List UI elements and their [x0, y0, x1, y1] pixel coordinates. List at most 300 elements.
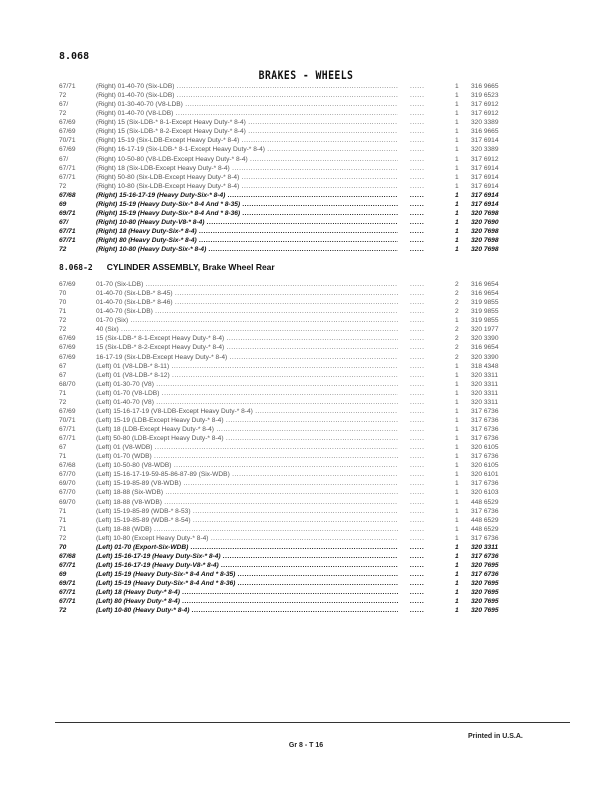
year: 67/71	[59, 561, 76, 569]
part-number: 320 7695	[471, 589, 499, 597]
list-item	[59, 164, 579, 173]
description: (Left) 15-16-17-19 (Heavy Duty-V8-* 8-4) .....	[96, 561, 398, 570]
quantity: 1	[455, 543, 459, 551]
part-number: 320 7695	[471, 607, 499, 615]
quantity: 1	[455, 83, 459, 90]
leader: ......	[410, 426, 425, 433]
year: 69/70	[59, 498, 76, 506]
description: (Right) 50-80 (Six-LDB-Except Heavy Duty-* 8-4) .....	[96, 173, 398, 182]
part-number: 320 3390	[471, 353, 499, 361]
description: (Left) 01-70 (WDB) .....	[96, 452, 398, 461]
description: (Left) 01-70 (V8-LDB) .....	[96, 389, 398, 398]
year: 72	[59, 110, 67, 118]
part-number: 317 6912	[471, 101, 499, 109]
quantity: 1	[455, 489, 459, 497]
page-title: BRAKES - WHEELS	[258, 68, 354, 82]
part-number: 448 6529	[471, 525, 499, 533]
year: 67/69	[59, 335, 76, 343]
year: 67/71	[59, 173, 76, 181]
leader: ......	[410, 580, 425, 588]
quantity: 1	[455, 182, 459, 190]
leader: ......	[410, 471, 425, 479]
list-item	[59, 606, 579, 615]
year: 68/70	[59, 380, 76, 388]
description: (Left) 15-19 (Heavy Duty-Six-* 8-4 And * 8-35) .....	[96, 570, 398, 579]
quantity: 1	[455, 426, 459, 433]
list-item	[59, 479, 579, 488]
leader: ......	[410, 607, 425, 615]
description: (Right) 15-19 (Heavy Duty-Six-* 8-4 And * 8-35) .....	[96, 200, 398, 209]
part-number: 317 6736	[471, 571, 499, 578]
list-item	[59, 561, 579, 570]
part-number: 320 3311	[471, 380, 499, 388]
list-item	[59, 516, 579, 525]
description: (Right) 15-16-17-19 (Heavy Duty-Six-* 8-4) .....	[96, 191, 398, 200]
part-number: 320 1977	[471, 326, 499, 334]
list-item	[59, 588, 579, 597]
description: (Right) 01-40-70 (Six-LDB) .....	[96, 91, 398, 100]
quantity: 1	[455, 209, 459, 217]
year: 67/	[59, 101, 69, 109]
list-item	[59, 307, 579, 316]
year: 67/68	[59, 462, 76, 470]
list-item	[59, 461, 579, 470]
part-number: 317 6912	[471, 110, 499, 118]
part-number: 320 6105	[471, 462, 499, 470]
year: 72	[59, 534, 67, 542]
year: 67/68	[59, 552, 76, 560]
leader: ......	[410, 398, 425, 406]
part-number: 317 6912	[471, 155, 499, 163]
quantity: 2	[455, 281, 459, 288]
leader: ......	[410, 552, 425, 560]
quantity: 1	[455, 155, 459, 163]
year: 69	[59, 200, 67, 208]
description: (Left) 18 (Heavy Duty-* 8-4) .....	[96, 588, 398, 597]
leader: ......	[410, 335, 425, 343]
leader: ......	[410, 83, 425, 90]
list-item	[59, 343, 579, 352]
list-item	[59, 136, 579, 145]
leader: ......	[410, 589, 425, 597]
part-number: 320 6103	[471, 489, 499, 497]
section-heading	[59, 262, 275, 272]
quantity: 1	[455, 362, 459, 370]
leader: ......	[410, 407, 425, 415]
description: (Right) 80 (Heavy Duty-Six-* 8-4) .....	[96, 236, 398, 245]
part-number: 320 7695	[471, 598, 499, 606]
leader: ......	[410, 371, 425, 379]
year: 67/71	[59, 164, 76, 172]
description: (Right) 01-30-40-70 (V8-LDB) .....	[96, 100, 398, 109]
description: 01-70 (Six-LDB) .....	[96, 280, 398, 289]
description: (Right) 10-80 (Heavy Duty-V8-* 8-4) .....	[96, 218, 398, 227]
part-number: 320 6101	[471, 471, 499, 479]
leader: ......	[410, 146, 425, 154]
leader: ......	[410, 571, 425, 578]
list-item	[59, 91, 579, 100]
list-item	[59, 425, 579, 434]
leader: ......	[410, 110, 425, 118]
description: (Right) 10-50-80 (V8-LDB-Except Heavy Duty-* 8-4) .....	[96, 155, 398, 164]
quantity: 2	[455, 344, 459, 352]
part-number: 320 7698	[471, 228, 499, 235]
description: (Left) 80 (Heavy Duty-* 8-4) .....	[96, 597, 398, 606]
leader: ......	[410, 435, 425, 443]
leader: ......	[410, 389, 425, 397]
description: 01-70 (Six) .....	[96, 316, 398, 325]
quantity: 1	[455, 398, 459, 406]
year: 72	[59, 182, 67, 190]
list-item	[59, 443, 579, 452]
leader: ......	[410, 209, 425, 217]
description: (Left) 15-19 (LDB-Except Heavy Duty-* 8-4) .....	[96, 416, 398, 425]
leader: ......	[410, 290, 425, 298]
part-number: 316 9654	[471, 281, 499, 288]
cylinder-assembly-list	[59, 280, 579, 615]
leader: ......	[410, 561, 425, 569]
quantity: 1	[455, 173, 459, 181]
quantity: 1	[455, 453, 459, 461]
year: 70/71	[59, 416, 76, 424]
quantity: 1	[455, 589, 459, 597]
quantity: 1	[455, 552, 459, 560]
leader: ......	[410, 137, 425, 145]
printed-in-label: Printed in U.S.A.	[468, 733, 523, 740]
description: (Right) 10-80 (Six-LDB-Except Heavy Duty-* 8-4) .....	[96, 182, 398, 191]
list-item	[59, 579, 579, 588]
year: 71	[59, 507, 67, 515]
description: (Left) 18-88 (Six-WDB) .....	[96, 488, 398, 497]
leader: ......	[410, 281, 425, 288]
list-item	[59, 227, 579, 236]
year: 70/71	[59, 137, 76, 145]
quantity: 1	[455, 571, 459, 578]
quantity: 2	[455, 308, 459, 316]
description: 40 (Six) .....	[96, 325, 398, 334]
description: (Left) 18-88 (V8-WDB) .....	[96, 498, 398, 507]
quantity: 1	[455, 246, 459, 254]
part-number: 319 6523	[471, 92, 499, 100]
year: 67/69	[59, 146, 76, 154]
list-item	[59, 543, 579, 552]
part-number: 317 6914	[471, 191, 499, 199]
description: (Left) 01-30-70 (V8) .....	[96, 380, 398, 389]
part-number: 319 9855	[471, 317, 499, 325]
list-item	[59, 280, 579, 289]
description: (Right) 01-40-70 (Six-LDB) .....	[96, 82, 398, 91]
brakes-wheels-list	[59, 82, 579, 254]
description: (Left) 15-19-85-89 (V8-WDB) .....	[96, 479, 398, 488]
year: 67	[59, 371, 67, 379]
description: (Left) 01-40-70 (V8) .....	[96, 398, 398, 407]
list-item	[59, 155, 579, 164]
quantity: 1	[455, 146, 459, 154]
description: (Right) 10-80 (Heavy Duty-Six-* 8-4) .....	[96, 245, 398, 254]
leader: ......	[410, 507, 425, 515]
list-item	[59, 470, 579, 479]
year: 67/69	[59, 344, 76, 352]
year: 69/71	[59, 580, 76, 588]
description: (Left) 15-16-17-19 (V8-LDB-Except Heavy Duty-* 8-4) .....	[96, 407, 398, 416]
part-number: 320 3389	[471, 119, 499, 127]
year: 72	[59, 326, 67, 334]
part-number: 319 9855	[471, 308, 499, 316]
description: (Left) 15-19 (Heavy Duty-Six-* 8-4 And * 8-36) .....	[96, 579, 398, 588]
year: 69/70	[59, 480, 76, 488]
part-number: 317 6914	[471, 182, 499, 190]
year: 67/71	[59, 589, 76, 597]
quantity: 1	[455, 317, 459, 325]
quantity: 2	[455, 290, 459, 298]
list-item	[59, 434, 579, 443]
quantity: 1	[455, 507, 459, 515]
quantity: 1	[455, 137, 459, 145]
quantity: 1	[455, 598, 459, 606]
part-number: 317 6736	[471, 534, 499, 542]
quantity: 1	[455, 561, 459, 569]
part-number: 320 7698	[471, 209, 499, 217]
quantity: 1	[455, 416, 459, 424]
quantity: 1	[455, 92, 459, 100]
description: 15 (Six-LDB-* 8-1-Except Heavy Duty-* 8-4) .....	[96, 334, 398, 343]
part-number: 448 6529	[471, 498, 499, 506]
quantity: 1	[455, 462, 459, 470]
leader: ......	[410, 598, 425, 606]
part-number: 317 6736	[471, 480, 499, 488]
part-number: 320 3390	[471, 335, 499, 343]
description: (Left) 15-19-85-89 (WDB-* 8-54) .....	[96, 516, 398, 525]
part-number: 320 3311	[471, 389, 499, 397]
list-item	[59, 100, 579, 109]
list-item	[59, 182, 579, 191]
quantity: 1	[455, 516, 459, 524]
description: (Left) 10-80 (Except Heavy Duty-* 8-4) .....	[96, 534, 398, 543]
part-number: 318 4348	[471, 362, 499, 370]
part-number: 319 9855	[471, 299, 499, 307]
quantity: 1	[455, 435, 459, 443]
quantity: 2	[455, 326, 459, 334]
list-item	[59, 597, 579, 606]
quantity: 2	[455, 335, 459, 343]
list-item	[59, 127, 579, 136]
list-item	[59, 362, 579, 371]
part-number: 320 3389	[471, 146, 499, 154]
year: 67/70	[59, 471, 76, 479]
year: 72	[59, 246, 67, 254]
part-number: 320 7698	[471, 237, 499, 245]
leader: ......	[410, 119, 425, 127]
quantity: 1	[455, 498, 459, 506]
quantity: 1	[455, 200, 459, 208]
leader: ......	[410, 416, 425, 424]
list-item	[59, 209, 579, 218]
year: 67/	[59, 218, 69, 226]
description: (Left) 50-80 (LDB-Except Heavy Duty-* 8-4) .....	[96, 434, 398, 443]
year: 67/69	[59, 119, 76, 127]
year: 69	[59, 571, 67, 578]
list-item	[59, 488, 579, 497]
year: 70	[59, 290, 67, 298]
description: 01-40-70 (Six-LDB-* 8-46) .....	[96, 298, 398, 307]
quantity: 1	[455, 218, 459, 226]
quantity: 1	[455, 480, 459, 488]
leader: ......	[410, 489, 425, 497]
part-number: 320 6105	[471, 444, 499, 452]
list-item	[59, 191, 579, 200]
description: (Left) 18-88 (WDB) .....	[96, 525, 398, 534]
leader: ......	[410, 344, 425, 352]
quantity: 1	[455, 380, 459, 388]
year: 67/71	[59, 83, 76, 90]
year: 72	[59, 607, 67, 615]
leader: ......	[410, 164, 425, 172]
leader: ......	[410, 534, 425, 542]
part-number: 448 6529	[471, 516, 499, 524]
description: 01-40-70 (Six-LDB) .....	[96, 307, 398, 316]
year: 67/71	[59, 228, 76, 235]
leader: ......	[410, 128, 425, 136]
description: (Right) 18 (Heavy Duty-Six-* 8-4) .....	[96, 227, 398, 236]
year: 72	[59, 317, 67, 325]
list-item	[59, 173, 579, 182]
leader: ......	[410, 498, 425, 506]
part-number: 317 6914	[471, 200, 499, 208]
leader: ......	[410, 380, 425, 388]
group-label: Gr 8 - T 16	[288, 742, 324, 749]
list-item	[59, 289, 579, 298]
part-number: 317 6914	[471, 173, 499, 181]
leader: ......	[410, 218, 425, 226]
part-number: 316 9654	[471, 344, 499, 352]
leader: ......	[410, 444, 425, 452]
year: 67/69	[59, 128, 76, 136]
list-item	[59, 118, 579, 127]
list-item	[59, 534, 579, 543]
part-number: 317 6736	[471, 435, 499, 443]
leader: ......	[410, 191, 425, 199]
quantity: 1	[455, 580, 459, 588]
leader: ......	[410, 299, 425, 307]
quantity: 1	[455, 371, 459, 379]
year: 71	[59, 389, 67, 397]
part-number: 320 7695	[471, 561, 499, 569]
part-number: 317 6736	[471, 426, 499, 433]
quantity: 1	[455, 444, 459, 452]
description: (Left) 01-70 (Export-Six-WDB) .....	[96, 543, 398, 552]
quantity: 1	[455, 534, 459, 542]
list-item	[59, 353, 579, 362]
quantity: 1	[455, 525, 459, 533]
part-number: 316 9654	[471, 290, 499, 298]
quantity: 1	[455, 101, 459, 109]
description: (Left) 15-16-17-19-59-85-86-87-89 (Six-WDB) .....	[96, 470, 398, 479]
year: 67	[59, 444, 67, 452]
quantity: 1	[455, 228, 459, 235]
leader: ......	[410, 317, 425, 325]
list-item	[59, 389, 579, 398]
leader: ......	[410, 326, 425, 334]
quantity: 2	[455, 353, 459, 361]
quantity: 1	[455, 471, 459, 479]
description: 01-40-70 (Six-LDB-* 8-45) .....	[96, 289, 398, 298]
section-number: 8.068-2	[59, 263, 93, 272]
leader: ......	[410, 173, 425, 181]
description: (Right) 18 (Six-LDB-Except Heavy Duty-* 8-4) .....	[96, 164, 398, 173]
list-item	[59, 570, 579, 579]
description: (Left) 01 (V8-WDB) .....	[96, 443, 398, 452]
leader: ......	[410, 453, 425, 461]
description: (Right) 01-40-70 (V8-LDB) .....	[96, 109, 398, 118]
list-item	[59, 200, 579, 209]
quantity: 1	[455, 407, 459, 415]
quantity: 1	[455, 607, 459, 615]
description: (Left) 01 (V8-LDB-* 8-11) .....	[96, 362, 398, 371]
year: 67/	[59, 155, 69, 163]
leader: ......	[410, 480, 425, 488]
description: (Left) 15-16-17-19 (Heavy Duty-Six-* 8-4) .....	[96, 552, 398, 561]
part-number: 317 6736	[471, 453, 499, 461]
leader: ......	[410, 182, 425, 190]
description: (Left) 18 (LDB-Except Heavy Duty-* 8-4) .....	[96, 425, 398, 434]
list-item	[59, 398, 579, 407]
part-number: 317 6736	[471, 507, 499, 515]
leader: ......	[410, 353, 425, 361]
quantity: 1	[455, 128, 459, 136]
list-item	[59, 109, 579, 118]
list-item	[59, 371, 579, 380]
leader: ......	[410, 101, 425, 109]
leader: ......	[410, 525, 425, 533]
leader: ......	[410, 155, 425, 163]
quantity: 1	[455, 191, 459, 199]
year: 71	[59, 516, 67, 524]
quantity: 1	[455, 110, 459, 118]
list-item	[59, 498, 579, 507]
leader: ......	[410, 362, 425, 370]
year: 67/69	[59, 407, 76, 415]
year: 67/71	[59, 237, 76, 245]
description: 16-17-19 (Six-LDB-Except Heavy Duty-* 8-4) .....	[96, 353, 398, 362]
year: 70	[59, 543, 67, 551]
list-item	[59, 145, 579, 154]
part-number: 317 6914	[471, 164, 499, 172]
list-item	[59, 380, 579, 389]
list-item	[59, 325, 579, 334]
quantity: 1	[455, 119, 459, 127]
year: 67/71	[59, 598, 76, 606]
page-number: 8.068	[59, 51, 90, 62]
part-number: 320 3311	[471, 398, 499, 406]
description: (Left) 10-50-80 (V8-WDB) .....	[96, 461, 398, 470]
list-item	[59, 407, 579, 416]
year: 70	[59, 299, 67, 307]
list-item	[59, 316, 579, 325]
part-number: 317 6914	[471, 137, 499, 145]
leader: ......	[410, 228, 425, 235]
part-number: 320 7690	[471, 218, 499, 226]
list-item	[59, 236, 579, 245]
year: 67/69	[59, 281, 76, 288]
part-number: 316 9665	[471, 83, 499, 90]
year: 69/71	[59, 209, 76, 217]
list-item	[59, 82, 579, 91]
quantity: 1	[455, 389, 459, 397]
list-item	[59, 452, 579, 461]
part-number: 317 6736	[471, 552, 499, 560]
description: (Right) 16-17-19 (Six-LDB-* 8-1-Except Heavy Duty-* 8-4) .....	[96, 145, 398, 154]
year: 67/71	[59, 435, 76, 443]
